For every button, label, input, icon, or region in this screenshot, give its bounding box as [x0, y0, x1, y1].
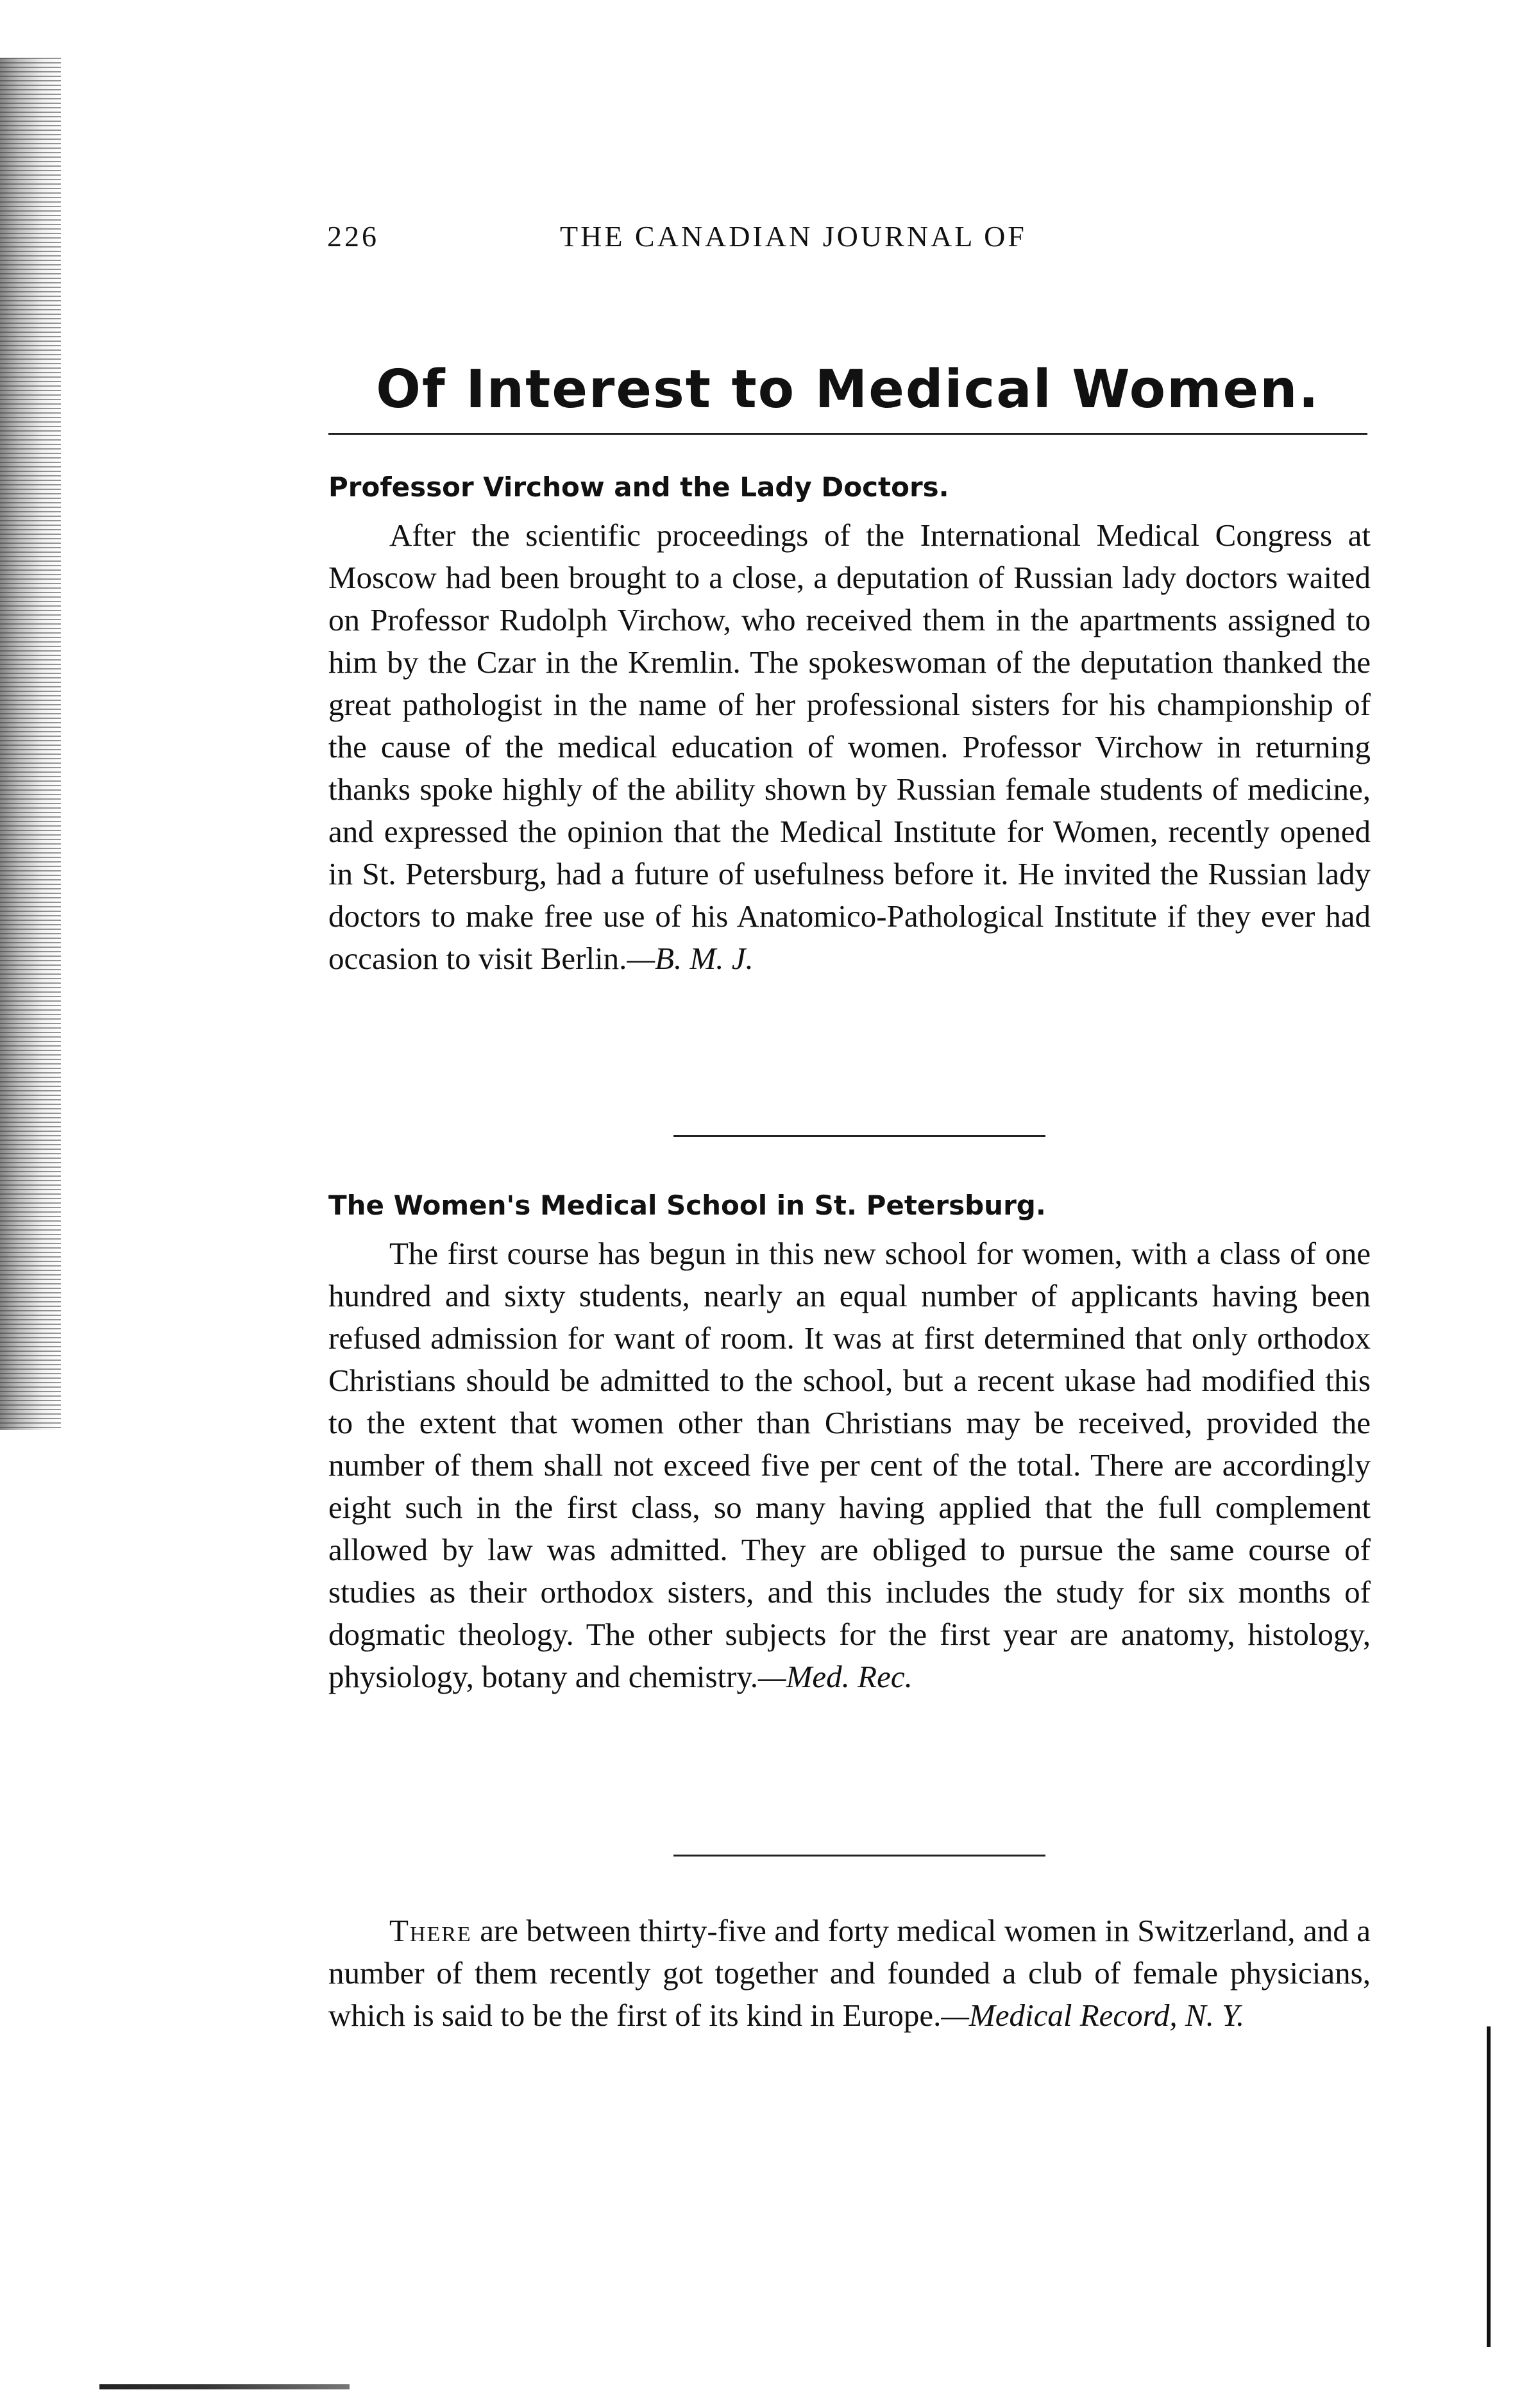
section-heading: The Women's Medical School in St. Petersburg. [328, 1190, 1046, 1221]
section-virchow [328, 471, 1371, 980]
journal-title: THE CANADIAN JOURNAL OF [560, 220, 1027, 253]
section-divider [673, 1855, 1045, 1857]
scan-edge-mark [1487, 2026, 1491, 2347]
source-citation: —B. M. J. [627, 941, 754, 976]
section-divider [673, 1135, 1045, 1137]
section-switzerland [328, 1910, 1371, 2037]
section-body [328, 514, 1371, 980]
section-text: are between thirty-five and forty medical women in Switzerland, and a number of them recently got together and founded a club of female physicians, which is said to be the first of its kind in Europe. [328, 1913, 1371, 2033]
section-body [328, 1233, 1371, 1698]
source-citation: —Medical Record, N. Y. [941, 1998, 1245, 2033]
page-number: 226 [327, 220, 379, 253]
section-text: The first course has begun in this new school for women, with a class of one hundred and sixty students, nearly an equal number of applicants having been refused admission for want of room. It was at first determined that only orthodox Christians should be admitted to the school, but a recent ukase had modified this to the extent that women other than Christians may be received, provided the number of them shall not exceed five per cent of the total. There are accordingly eight such in the first class, so many having applied that the full complement allowed by law was admitted. They are obliged to pursue the same course of studies as their orthodox sisters, and this includes the study for six months of dogmatic theology. The other subjects for the first year are anatomy, histology, physiology, botany and chemistry. [328, 1236, 1371, 1694]
lead-word: There [389, 1913, 472, 1948]
section-womens-school [328, 1190, 1371, 1698]
section-heading: Professor Virchow and the Lady Doctors. [328, 471, 949, 503]
scan-bottom-mark [99, 2384, 350, 2389]
article-title: Of Interest to Medical Women. [328, 359, 1367, 435]
section-text: After the scientific proceedings of the International Medical Congress at Moscow had been brought to a close, a deputation of Russian lady doctors waited on Professor Rudolph Virchow, who received them in the apartments assigned to him by the Czar in the Kremlin. The spokeswoman of the deputation thanked the great pathologist in the name of her professional sisters for his championship of the cause of the medical education of women. Professor Virchow in returning thanks spoke highly of the ability shown by Russian female students of medicine, and expressed the opinion that the Medical Institute for Women, recently opened in St. Petersburg, had a future of usefulness before it. He invited the Russian lady doctors to make free use of his Anatomico-Pathological Institute if they ever had occasion to visit Berlin. [328, 518, 1371, 976]
section-body [328, 1910, 1371, 2037]
source-citation: —Med. Rec. [758, 1659, 913, 1694]
scan-binding-shadow [0, 58, 61, 1430]
